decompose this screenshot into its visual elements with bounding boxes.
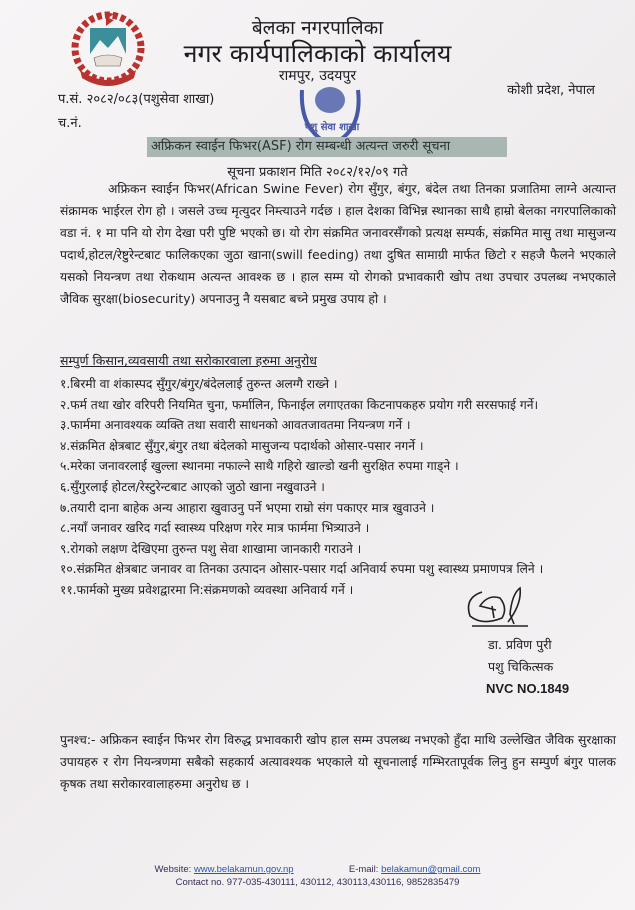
email-link[interactable]: belakamun@gmail.com — [381, 864, 481, 875]
list-item: १.बिरमी वा शंकास्पद सुँगुर/बंगुर/बंदेललाई तुरुन्त अलग्गै राख्ने । — [60, 377, 338, 391]
email-label: E-mail: — [348, 864, 379, 875]
website-label: Website: — [154, 864, 192, 875]
list-item: ५.मरेका जनावरलाई खुल्ला स्थानमा नफाल्ने साथै गहिरो खाल्डो खनी सुरक्षित रुपमा गाड्ने । — [60, 459, 459, 474]
province: कोशी प्रदेश, नेपाल — [507, 83, 595, 98]
reference-number: प.सं. २०८२/०८३(पशुसेवा शाखा) — [58, 92, 215, 107]
list-item: ७.तयारी दाना बाहेक अन्य आहारा खुवाउनु पर्ने भएमा राम्रो संग पकाएर मात्र खुवाउने । — [60, 500, 435, 515]
signatory-title: पशु चिकित्सक — [488, 659, 554, 674]
dispatch-number: च.नं. — [58, 116, 82, 131]
request-heading: सम्पुर्ण किसान,व्यवसायी तथा सरोकारवाला हरुमा अनुरोध — [60, 353, 317, 368]
list-item: २.फर्म तथा खोर वरिपरी नियमित चुना, फर्मालिन, फिनाईल लगाएतका किटनापकहरु प्रयोग गरी सरसफाई गर्ने। — [60, 397, 539, 412]
notice-body: अफ्रिकन स्वाईन फिभर(African Swine Fever) रोग सुँगुर, बंगुर, बंदेल तथा तिनका प्रजातिमा लाग्ने अत्यान्त संक्रामक भाईरल रोग हो । जसले उच्च मृत्युदर निम्त्याउने गर्दछ । हाल देशका विभिन्न स्थानका साथै हाम्रो बेलका नगरपालिकाको वडा नं. १ मा पनि यो रोग देखा परी पुष्टि भएको छ। यो रोग संक्रमित जनावरसँगको प्रत्यक्ष सम्पर्क, संक्रमित मासु तथा मासुजन्य पदार्थ,होटल/रेष्टुरेन्टबाट फालिकएका जुठा खाना(swill feeding) तथा दुषित सामाग्री मार्फत छिटो र सहजै फैलने भएकाले यसको नियन्त्रण तथा रोकथाम अत्यन्त आवश्क छ । हाल सम्म यो रोगको प्रभावकारी खोप तथा उपचार उपलब्ध नभएकाले जैविक सुरक्षा(biosecurity) अपनाउनु नै यसबाट बच्ने प्रमुख उपाय हो । — [60, 182, 616, 306]
request-list — [60, 374, 543, 601]
stamp-text: पशु सेवा शाखा — [304, 122, 360, 133]
municipality-name: बेलका नगरपालिका — [251, 17, 384, 39]
list-item: ४.संक्रमित क्षेत्रबाट सुँगुर,बंगुर तथा बंदेलको मासुजन्य पदार्थको ओसार-पसार नगर्ने । — [60, 438, 424, 453]
footer-web-email — [0, 864, 635, 875]
footer-contact: Contact no. 977-035-430111, 430112, 430113,430116, 9852835479 — [175, 877, 460, 888]
list-item: ११.फार्मको मुख्य प्रवेशद्वारमा नि:संक्रमणको व्यवस्था अनिवार्य गर्ने । — [60, 582, 354, 597]
list-item: १०.संक्रमित क्षेत्रबाट जनावर वा तिनका उत्पादन ओसार-पसार गर्दा अनिवार्य रुपमा पशु स्वास्थ्य प्रमाणपत्र लिने । — [60, 562, 544, 577]
list-item: ८.नयाँ जनावर खरिद गर्दा स्वास्थ्य परिक्षण गरेर मात्र फार्ममा भित्र्याउने । — [60, 521, 370, 536]
signature-icon — [462, 584, 532, 634]
website-link[interactable]: www.belakamun.gov.np — [193, 864, 294, 875]
notice-subject: अफ्रिकन स्वाईन फिभर(ASF) रोग सम्बन्धी अत्यन्त जरुरी सूचना — [147, 137, 507, 157]
signatory-name: डा. प्रविण पुरी — [488, 637, 552, 652]
list-item: ३.फार्ममा अनावश्यक व्यक्ति तथा सवारी साधनको आवतजावतमा नियन्त्रण गर्ने । — [60, 418, 411, 433]
publish-date: सूचना प्रकाशन मिति २०८२/१२/०९ गते — [227, 165, 408, 180]
office-name: नगर कार्यपालिकाको कार्यालय — [183, 39, 452, 68]
list-item: ९.रोगको लक्षण देखिएमा तुरुन्त पशु सेवा शाखामा जानकारी गराउने । — [60, 541, 362, 556]
postscript: पुनश्च:- अफ्रिकन स्वाईन फिभर रोग विरुद्ध प्रभावकारी खोप हाल सम्म उपलब्ध नभएको हुँदा माथि उल्लेखित जैविक सुरक्षाका उपायहरु र रोग नियन्त्रणमा सबैको सहकार्य अत्यावश्यक भएकाले यो सूचनालाई गम्भिरतापूर्वक लिनु हुन सम्पुर्ण बंगुर पालक कृषक तथा सरोकारवालाहरुमा अनुरोध छ । — [60, 733, 616, 791]
office-location: रामपुर, उदयपुर — [278, 68, 357, 84]
list-item: ६.सुँगुरलाई होटल/रेस्टुरेन्टबाट आएको जुठो खाना नखुवाउने । — [60, 479, 325, 494]
signatory-nvc-number: NVC NO.1849 — [486, 681, 570, 696]
